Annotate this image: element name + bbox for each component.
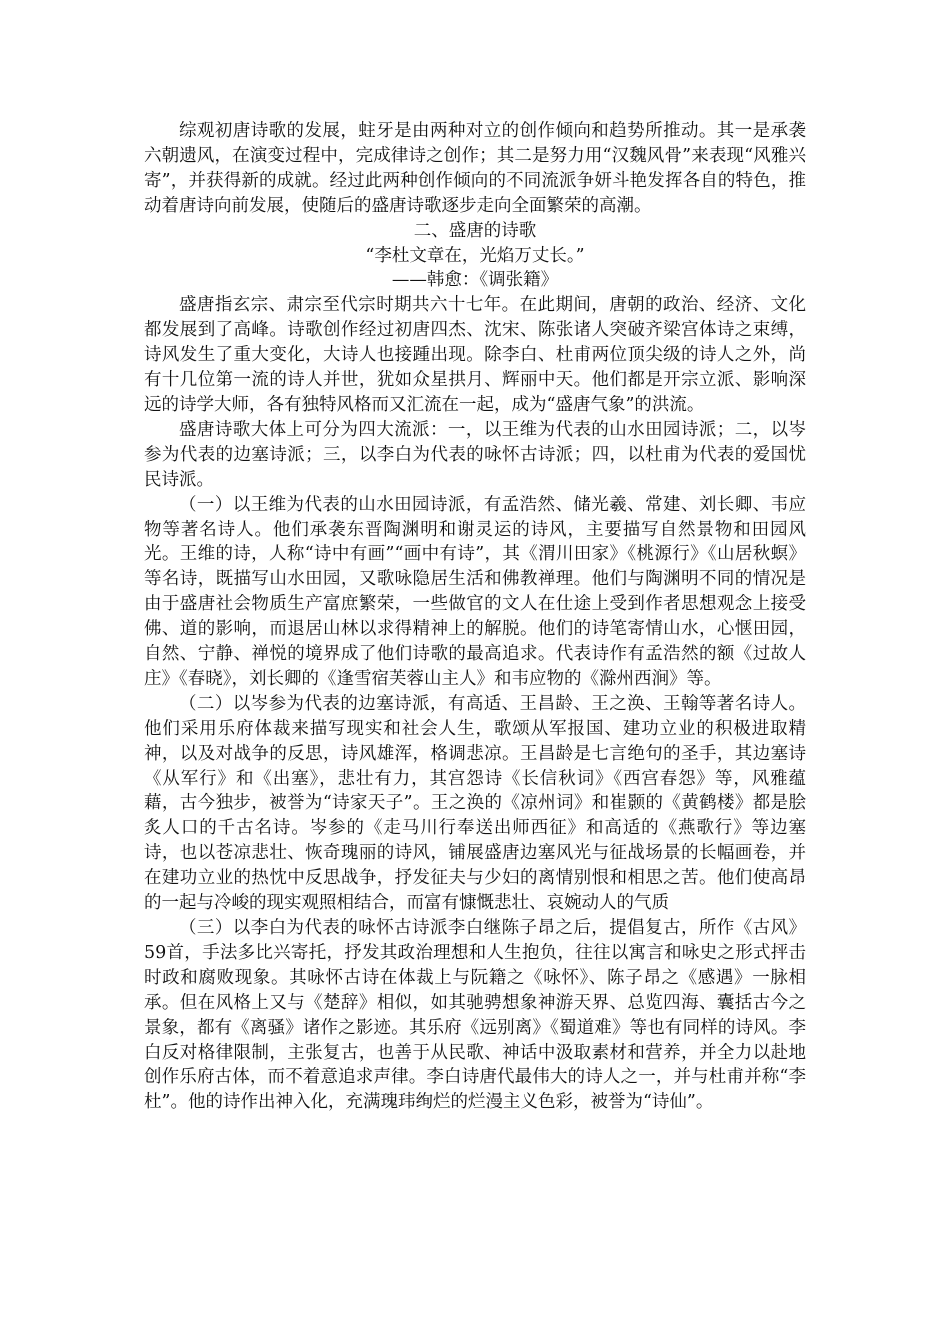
- epigraph-attribution: ——韩愈：《调张籍》: [391, 270, 559, 291]
- paragraph-high-tang-intro: 盛唐指玄宗、肃宗至代宗时期共六十七年。在此期间，唐朝的政治、经济、文化都发展到了高峰。诗歌创作经过初唐四杰、沈宋、陈张诸人突破齐梁宫体诗之束缚，诗风发生了重大变化，大诗人也接踵出现。除李白、杜甫两位顶尖级的诗人之外，尚有十几位第一流的诗人并世，犹如众星拱月、辉丽中天。他们都是开宗立派、影响深远的诗学大师，各有独特风格而又汇流在一起，成为“盛唐气象”的洪流。: [144, 295, 806, 415]
- section-heading: 二、盛唐的诗歌: [413, 220, 537, 241]
- paragraph-libai-school: （三）以李白为代表的咏怀古诗派李白继陈子昂之后，提倡复古，所作《古风》59首，手法多比兴寄托，抒发其政治理想和人生抱负，往往以寓言和咏史之形式抨击时政和腐败现象。其咏怀古诗在体裁上与阮籍之《咏怀》、陈子昂之《感遇》一脉相承。但在风格上又与《楚辞》相似，如其驰骋想象神游天界、总览四海、囊括古今之景象，都有《离骚》诸作之影迹。其乐府《远别离》《蜀道难》等也有同样的诗风。李白反对格律限制，主张复古，也善于从民歌、神话中汲取素材和营养，并全力以赴地创作乐府古体，而不着意追求声律。李白诗唐代最伟大的诗人之一，并与杜甫并称“李杜”。他的诗作出神入化，充满瑰玮绚烂的烂漫主义色彩，被誉为“诗仙”。: [144, 918, 806, 1113]
- paragraph-landscape-school: （一）以王维为代表的山水田园诗派，有孟浩然、储光羲、常建、刘长卿、韦应物等著名诗人。他们承袭东晋陶渊明和谢灵运的诗风，主要描写自然景物和田园风光。王维的诗，人称“诗中有画”“画中有诗”，其《渭川田家》《桃源行》《山居秋螟》等名诗，既描写山水田园，又歌咏隐居生活和佛教禅理。他们与陶渊明不同的情况是由于盛唐社会物质生产富庶繁荣，一些做官的文人在仕途上受到作者思想观念上接受佛、道的影响，而退居山林以求得精神上的解脱。他们的诗笔寄情山水，心惬田园，自然、宁静、禅悦的境界成了他们诗歌的最高追求。代表诗作有孟浩然的额《过故人庄》《春晓》，刘长卿的《逢雪宿芙蓉山主人》和韦应物的《滁州西涧》等。: [144, 494, 806, 689]
- paragraph-four-schools: 盛唐诗歌大体上可分为四大流派：一，以王维为代表的山水田园诗派；二，以岑参为代表的边塞诗派；三，以李白为代表的咏怀古诗派；四，以杜甫为代表的爱国忧民诗派。: [144, 419, 806, 490]
- paragraph-frontier-school: （二）以岑参为代表的边塞诗派，有高适、王昌龄、王之涣、王翰等著名诗人。他们采用乐府体裁来描写现实和社会人生，歌颂从军报国、建功立业的积极进取精神，以及对战争的反思，诗风雄浑，格调悲凉。王昌龄是七言绝句的圣手，其边塞诗《从军行》和《出塞》，悲壮有力，其宫怨诗《长信秋词》《西宫春怨》等，风雅蕴藉，古今独步，被誉为“诗家天子”。王之涣的《凉州词》和崔颢的《黄鹤楼》都是脍炙人口的千古名诗。岑参的《走马川行奉送出师西征》和高适的《燕歌行》等边塞诗，也以苍凉悲壮、恢奇瑰丽的诗风，铺展盛唐边塞风光与征战场景的长幅画卷，并在建功立业的热忱中反思战争，抒发征夫与少妇的离情别恨和相思之苦。他们使高昂的一起与冷峻的现实观照相结合，而富有慷慨悲壮、哀婉动人的气质: [144, 693, 806, 914]
- document-page: [144, 119, 806, 1115]
- paragraph-early-tang-summary: 综观初唐诗歌的发展，蛀牙是由两种对立的创作倾向和趋势所推动。其一是承袭六朝遗风，在演变过程中，完成律诗之创作；其二是努力用“汉魏风骨”来表现“风雅兴寄”，并获得新的成就。经过此两种创作倾向的不同流派争妍斗艳发挥各自的特色，推动着唐诗向前发展，使随后的盛唐诗歌逐步走向全面繁荣的高潮。: [144, 121, 806, 216]
- epigraph-quote: “李杜文章在，光焰万丈长。”: [365, 245, 585, 266]
